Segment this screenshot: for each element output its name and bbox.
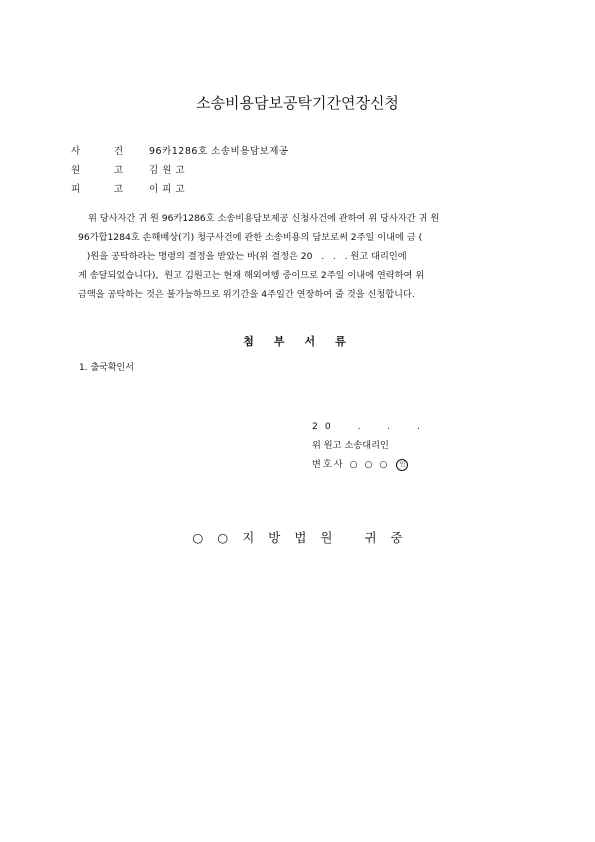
signature-date: 20 . . . [312, 421, 427, 432]
attachments-heading: 첨부서류 [243, 335, 366, 348]
party-row-defendant [71, 178, 289, 197]
party-label-defendant: 피 고 [71, 183, 123, 195]
seal-icon: 인 [396, 459, 408, 471]
party-label-case: 사 건 [71, 145, 123, 157]
body-line: )원을 공탁하라는 명령의 결정을 받았는 바(위 결정은 20 . . . 원고 대리인에 [78, 251, 407, 262]
body-line: 금액을 공탁하는 것은 불가능하므로 위기간을 4주일간 연장하여 줄 것을 신청합니다. [78, 289, 415, 300]
body-line: 게 송달되었습니다), 원고 김원고는 현재 해외여행 중이므로 2주일 이내에 연락하여 위 [78, 270, 425, 281]
party-value-defendant: 이 피 고 [149, 183, 186, 195]
party-value-case: 96카1286호 소송비용담보제공 [149, 145, 289, 157]
attachment-item: 1. 출국확인서 [79, 363, 134, 373]
party-row-case [71, 140, 289, 159]
signature-block [312, 417, 427, 474]
signature-lawyer: 변호사 ○ ○ ○ [312, 459, 390, 470]
application-body [78, 209, 518, 304]
body-line: 96가합1284호 손해배상(기) 청구사건에 관한 소송비용의 담보로써 2주일 이내에 금 ( [78, 232, 423, 243]
body-line: 위 당사자간 귀 원 96카1286호 소송비용담보제공 신청사건에 관하여 위 당사자간 귀 원 [88, 213, 440, 224]
party-row-plaintiff [71, 159, 289, 178]
signature-role: 위 원고 소송대리인 [312, 440, 389, 451]
party-value-plaintiff: 김 원 고 [149, 164, 186, 176]
signature-lawyer-row [312, 455, 427, 474]
court-addressee: ○○지방법원 귀중 [192, 530, 417, 545]
party-label-plaintiff: 원 고 [71, 164, 123, 176]
document-title: 소송비용담보공탁기간연장신청 [196, 94, 399, 112]
parties-section [71, 140, 289, 197]
